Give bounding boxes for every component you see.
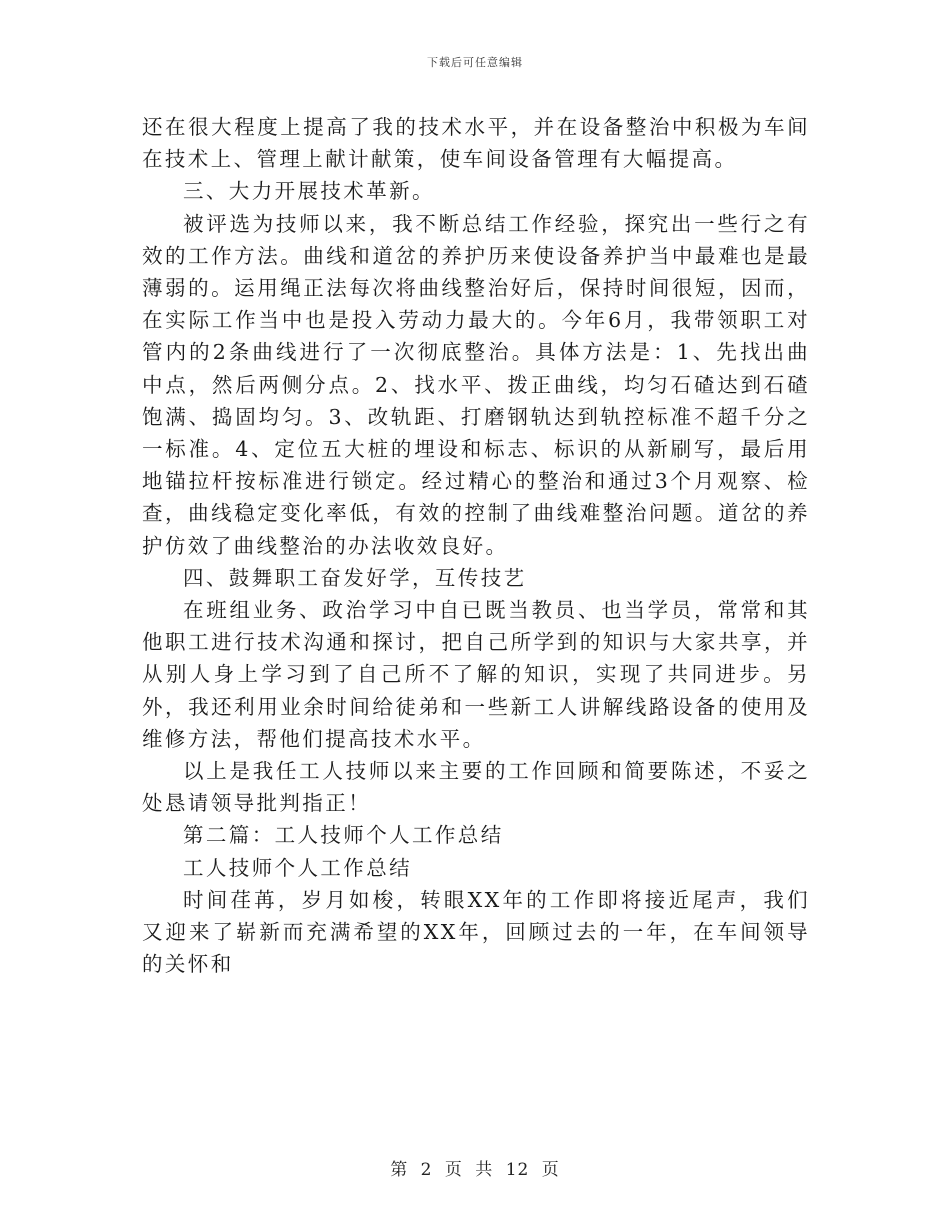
- part-two-heading: 第二篇：工人技师个人工作总结: [183, 823, 504, 848]
- page-header: 下载后可任意编辑: [427, 56, 523, 69]
- paragraph-continuation: 还在很大程度上提高了我的技术水平，并在设备整治中积极为车间在技术上、管理上献计献策，使车间设备管理有大幅提高。: [142, 115, 810, 172]
- paragraph-skill-sharing: 在班组业务、政治学习中自已既当教员、也当学员，常常和其他职工进行技术沟通和探讨，把自己所学到的知识与大家共享，并从别人身上学习到了自己所不了解的知识，实现了共同进步。另外，我还利用业余时间给徒弟和一些新工人讲解线路设备的使用及维修方法，帮他们提高技术水平。: [142, 598, 810, 751]
- page-number-footer: 第 2 页 共 12 页: [390, 1160, 560, 1180]
- paragraph-part-two-intro: 时间荏苒，岁月如梭，转眼XX年的工作即将接近尾声，我们又迎来了崭新而充满希望的XX年，回顾过去的一年，在车间领导的关怀和: [142, 887, 810, 977]
- paragraph-conclusion: 以上是我任工人技师以来主要的工作回顾和简要陈述，不妥之处恳请领导批判指正！: [142, 759, 810, 816]
- part-two-title: 工人技师个人工作总结: [183, 855, 412, 880]
- document-body: [142, 111, 810, 980]
- section-heading-three: 三、大力开展技术革新。: [183, 179, 435, 204]
- paragraph-technical-innovation: 被评选为技师以来，我不断总结工作经验，探究出一些行之有效的工作方法。曲线和道岔的养护历来使设备养护当中最难也是最薄弱的。运用绳正法每次将曲线整治好后，保持时间很短，因而，在实际工作当中也是投入劳动力最大的。今年6月，我带领职工对管内的2条曲线进行了一次彻底整治。具体方法是：1、先找出曲中点，然后两侧分点。2、找水平、拨正曲线，均匀石碴达到石碴饱满、捣固均匀。3、改轨距、打磨钢轨达到轨控标准不超千分之一标准。4、定位五大桩的埋设和标志、标识的从新刷写，最后用地锚拉杆按标准进行锁定。经过精心的整治和通过3个月观察、检查，曲线稳定变化率低，有效的控制了曲线难整治问题。道岔的养护仿效了曲线整治的办法收效良好。: [142, 211, 810, 558]
- section-heading-four: 四、鼓舞职工奋发好学，互传技艺: [183, 565, 527, 590]
